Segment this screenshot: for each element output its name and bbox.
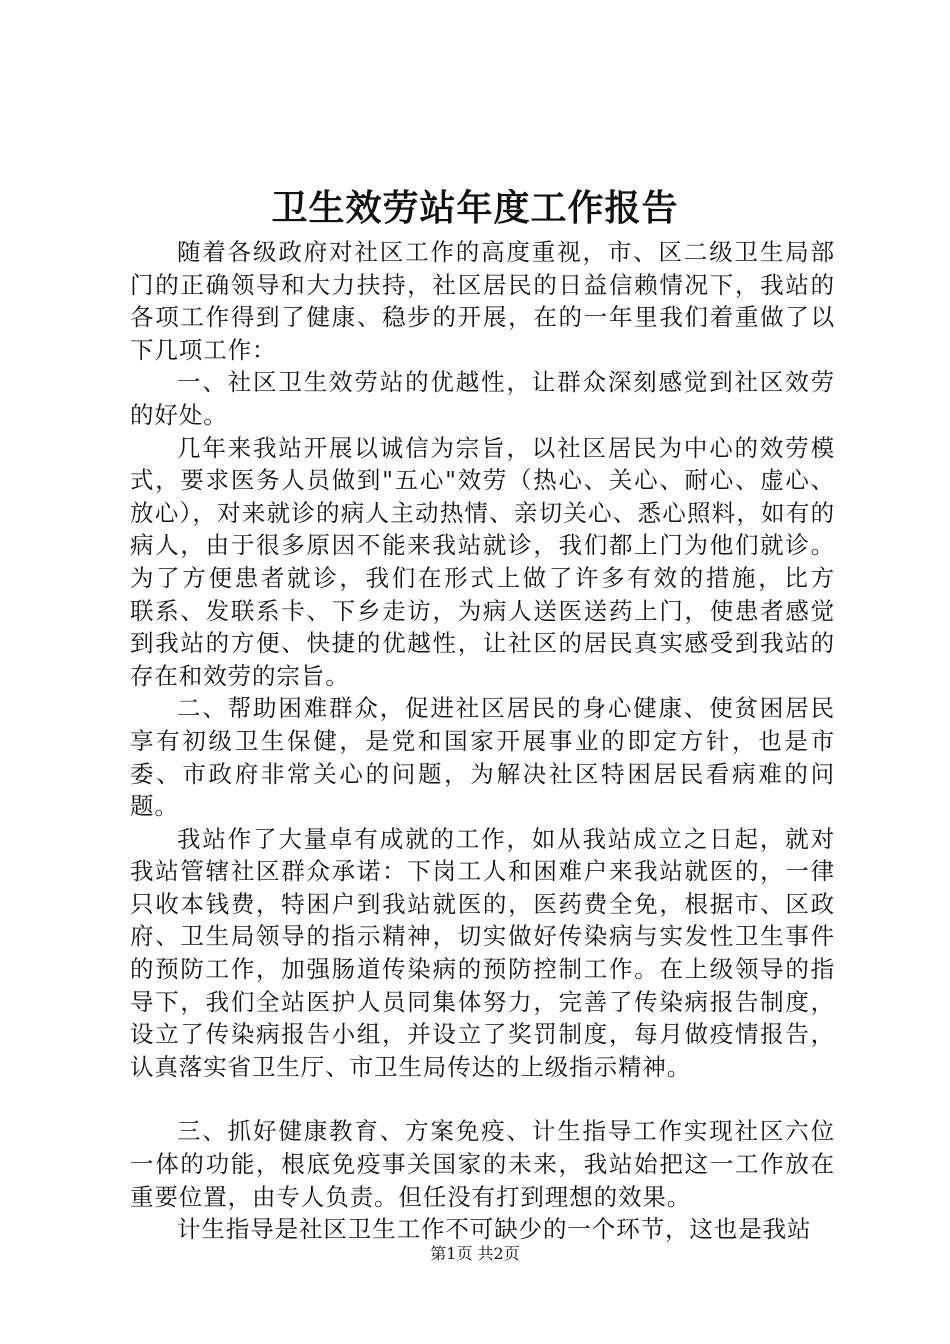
paragraph-section-3-heading: 三、抓好健康教育、方案免疫、计生指导工作实现社区六位一体的功能，根底免疫事关国家的未来，我站始把这一工作放在重要位置，由专人负责。但任没有打到理想的效果。: [130, 1117, 835, 1211]
document-title: 卫生效劳站年度工作报告: [271, 187, 679, 229]
paragraph-gap: [130, 1083, 835, 1115]
paragraph-section-3-body: 计生指导是社区卫生工作不可缺少的一个环节，这也是我站: [177, 1215, 812, 1244]
paragraph-section-1-heading: 一、社区卫生效劳站的优越性，让群众深刻感觉到社区效劳的好处。: [130, 368, 835, 429]
paragraph-section-2-heading: 二、帮助困难群众，促进社区居民的身心健康、使贫困居民享有初级卫生保健，是党和国家开展事业的即定方针，也是市委、市政府非常关心的问题，为解决社区特困居民看病难的问题。: [130, 694, 835, 821]
paragraph-section-2-body: 我站作了大量卓有成就的工作，如从我站成立之日起，就对我站管辖社区群众承诺：下岗工人和困难户来我站就医的，一律只收本钱费，特困户到我站就医的，医药费全免，根据市、区政府、卫生局领导的指示精神，切实做好传染病与实发性卫生事件的预防工作，加强肠道传染病的预防控制工作。在上级领导的指导下，我们全站医护人员同集体努力，完善了传染病报告制度，设立了传染病报告小组，并设立了奖罚制度，每月做疫情报告，认真落实省卫生厅、市卫生局传达的上级指示精神。: [130, 824, 835, 1081]
paragraph-intro: 随着各级政府对社区工作的高度重视，市、区二级卫生局部门的正确领导和大力扶持，社区居民的日益信赖情况下，我站的各项工作得到了健康、稳步的开展，在的一年里我们着重做了以下几项工作：: [130, 238, 835, 364]
document-body: [130, 236, 884, 1246]
page-footer: 第1页 共2页: [430, 1244, 520, 1263]
paragraph-section-1-body: 几年来我站开展以诚信为宗旨，以社区居民为中心的效劳模式，要求医务人员做到"五心"效劳（热心、关心、耐心、虚心、放心），对来就诊的病人主动热情、亲切关心、悉心照料，如有的病人，由于很多原因不能来我站就诊，我们都上门为他们就诊。为了方便患者就诊，我们在形式上做了许多有效的措施，比方 联系、发联系卡、下乡走访，为病人送医送药上门，使患者感觉到我站的方便、快捷的优越性，让社区的居民真实感受到我站的存在和效劳的宗旨。: [130, 433, 884, 690]
